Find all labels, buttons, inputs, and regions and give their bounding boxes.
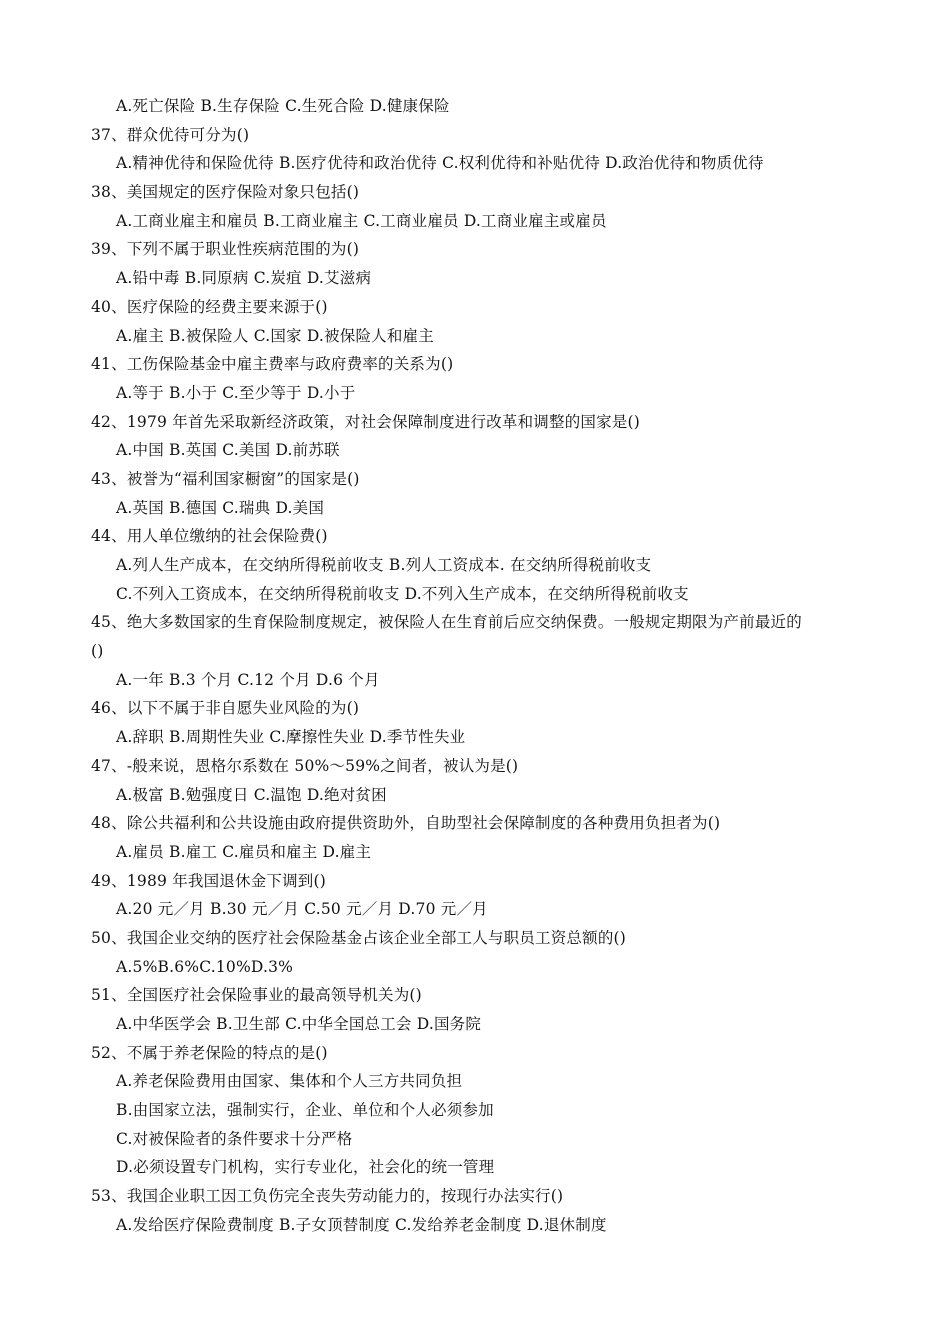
- options-line: A.极富 B.勉强度日 C.温饱 D.绝对贫困: [116, 785, 387, 804]
- question-line: 52、不属于养老保险的特点的是(): [91, 1043, 328, 1062]
- options-line: A.列人生产成本，在交纳所得税前收支 B.列人工资成本. 在交纳所得税前收支: [116, 556, 652, 574]
- question-line: 45、绝大多数国家的生育保险制度规定，被保险人在生育前后应交纳保费。一般规定期限为产前最近的: [91, 613, 802, 632]
- question-line: 51、全国医疗社会保险事业的最高领导机关为(): [91, 986, 422, 1005]
- question-line: 38、美国规定的医疗保险对象只包括(): [91, 183, 360, 202]
- options-line: A.中国 B.英国 C.美国 D.前苏联: [116, 441, 340, 460]
- question-line: 42、1979 年首先采取新经济政策，对社会保障制度进行改革和调整的国家是(): [91, 412, 640, 431]
- question-line: 49、1989 年我国退休金下调到(): [91, 871, 326, 890]
- document-page: [0, 92, 950, 1240]
- options-line: A.工商业雇主和雇员 B.工商业雇主 C.工商业雇员 D.工商业雇主或雇员: [116, 211, 607, 230]
- options-line: A.5%B.6%C.10%D.3%: [116, 957, 294, 976]
- options-line: A.雇主 B.被保险人 C.国家 D.被保险人和雇主: [116, 326, 434, 345]
- options-line: A.发给医疗保险费制度 B.子女顶替制度 C.发给养老金制度 D.退休制度: [116, 1215, 607, 1234]
- question-line: 48、除公共福利和公共设施由政府提供资助外，自助型社会保障制度的各种费用负担者为(): [91, 814, 721, 833]
- options-line: A.等于 B.小于 C.至少等于 D.小于: [116, 383, 356, 402]
- question-line: 39、下列不属于职业性疾病范围的为(): [91, 240, 360, 259]
- options-line: A.20 元／月 B.30 元／月 C.50 元／月 D.70 元／月: [116, 900, 488, 919]
- question-line: 50、我国企业交纳的医疗社会保险基金占该企业全部工人与职员工资总额的(): [91, 928, 627, 947]
- question-line: 44、用人单位缴纳的社会保险费(): [91, 527, 328, 546]
- options-line: A.精神优待和保险优待 B.医疗优待和政治优待 C.权利优待和补贴优待 D.政治优待和物质优待: [116, 154, 764, 173]
- options-line: C.不列入工资成本，在交纳所得税前收支 D.不列入生产成本，在交纳所得税前收支: [116, 584, 689, 603]
- options-line: A.一年 B.3 个月 C.12 个月 D.6 个月: [116, 670, 380, 689]
- question-line: 43、被誉为“福利国家橱窗”的国家是(): [91, 469, 360, 488]
- question-line: 41、工伤保险基金中雇主费率与政府费率的关系为(): [91, 355, 454, 374]
- question-line: 46、以下不属于非自愿失业风险的为(): [91, 699, 360, 718]
- question-line: 37、群众优待可分为(): [91, 125, 250, 144]
- question-line: 40、医疗保险的经费主要来源于(): [91, 297, 328, 316]
- options-line: B.由国家立法，强制实行，企业、单位和个人必须参加: [116, 1101, 494, 1120]
- question-continuation: (): [91, 642, 104, 661]
- options-line: A.铅中毒 B.同原病 C.炭疽 D.艾滋病: [116, 269, 372, 288]
- question-line: 53、我国企业职工因工负伤完全丧失劳动能力的，按现行办法实行(): [91, 1187, 564, 1206]
- options-line: A.辞职 B.周期性失业 C.摩擦性失业 D.季节性失业: [116, 728, 466, 747]
- options-line: C.对被保险者的条件要求十分严格: [116, 1129, 353, 1148]
- options-line: D.必须设置专门机构，实行专业化，社会化的统一管理: [116, 1158, 495, 1177]
- options-line: A.养老保险费用由国家、集体和个人三方共同负担: [116, 1072, 463, 1091]
- options-line: A.雇员 B.雇工 C.雇员和雇主 D.雇主: [116, 842, 372, 861]
- question-line: 47、-般来说，恩格尔系数在 50%～59%之间者，被认为是(): [91, 756, 519, 775]
- options-line: A.死亡保险 B.生存保险 C.生死合险 D.健康保险: [116, 97, 450, 115]
- options-line: A.英国 B.德国 C.瑞典 D.美国: [116, 498, 325, 517]
- options-line: A.中华医学会 B.卫生部 C.中华全国总工会 D.国务院: [116, 1015, 482, 1033]
